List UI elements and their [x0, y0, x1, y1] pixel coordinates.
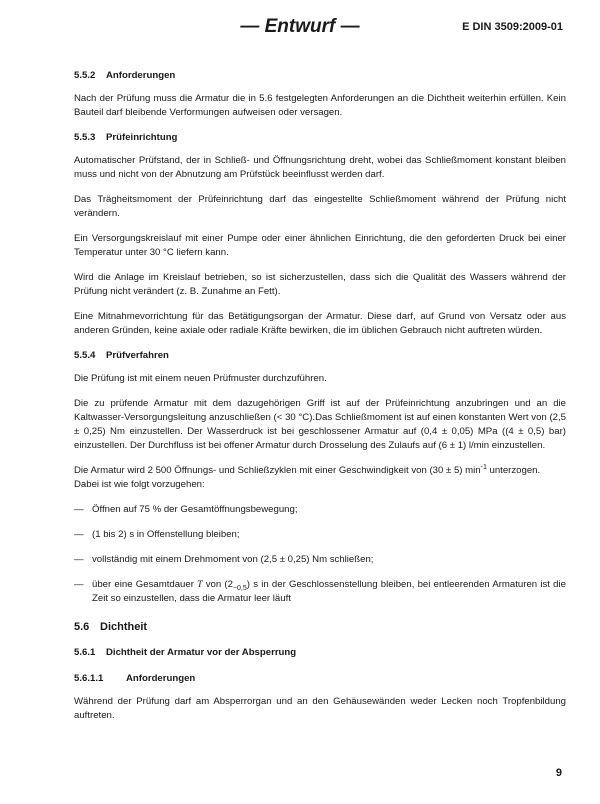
paragraph: Wird die Anlage im Kreislauf betrieben, so ist sicherzustellen, dass sich die Qualität des Wassers während der Prüfung nicht verändert (z. B. Zunahme an Fett).: [74, 272, 566, 297]
paragraph: Eine Mitnahmevorrichtung für das Betätigungsorgan der Armatur. Diese darf, auf Grund von Versatz oder aus anderen Gründen, keine axiale oder radiale Kräfte bewirken, die im üblichen Gebrauch nicht auftreten würden.: [74, 311, 566, 336]
page-content: [74, 69, 566, 734]
heading-5-6-1: 5.6.1 Dichtheit der Armatur vor der Absperrung: [74, 647, 297, 658]
heading-5-6-1-1: 5.6.1.1 Anforderungen: [74, 673, 196, 684]
paragraph: Automatischer Prüfstand, der in Schließ- und Öffnungsrichtung dreht, wobei das Schließmoment konstant bleiben muss und nicht von der Abnutzung am Prüfstück beeinflusst werden darf.: [74, 155, 566, 180]
paragraph: Nach der Prüfung muss die Armatur die in 5.6 festgelegten Anforderungen an die Dichtheit weiterhin erfüllen. Kein Bauteil darf bleibende Verformungen aufweisen oder versagen.: [74, 93, 566, 118]
heading-5-5-2: 5.5.2 Anforderungen: [74, 70, 176, 81]
list-item: — Öffnen auf 75 % der Gesamtöffnungsbewegung;: [74, 504, 298, 515]
heading-5-6: 5.6 Dichtheit: [74, 621, 148, 633]
heading-5-5-4: 5.5.4 Prüfverfahren: [74, 350, 169, 361]
paragraph: Während der Prüfung darf am Absperrorgan und an den Gehäusewänden weder Lecken noch Tropfenbildung auftreten.: [74, 696, 566, 721]
list-item: — (1 bis 2) s in Offenstellung bleiben;: [74, 529, 240, 540]
paragraph: Ein Versorgungskreislauf mit einer Pumpe oder einer ähnlichen Einrichtung, die den geforderten Druck bei einer Temperatur unter 30 °C liefern kann.: [74, 233, 566, 258]
list-item: — vollständig mit einem Drehmoment von (2,5 ± 0,25) Nm schließen;: [74, 554, 374, 565]
page-number: 9: [555, 767, 562, 779]
list-item: — über eine Gesamtdauer T von $(2_{-0,5})$ s in der Geschlossenstellung bleiben, bei entleerenden Armaturen ist die Zeit so einzustellen, dass die Armatur leer läuft: [74, 579, 566, 604]
paragraph: Die zu prüfende Armatur mit dem dazugehörigen Griff ist auf der Prüfeinrichtung anzubringen und an die Kaltwasser-Versorgungsleitung anzuschließen (< 30 °C).Das Schließmoment ist auf einen konstanten Wert von (2,5 ± 0,25) Nm einzustellen. Der Wasserdruck ist bei geschlossener Armatur auf (0,4 ± 0,05) MPa ((4 ± 0,5) bar) einzustellen. Der Durchfluss ist bei offener Armatur durch Drosselung des Zulaufs auf (6 ± 1) l/min einzustellen.: [74, 398, 566, 451]
paragraph: Die Armatur wird 2 500 Öffnungs- und Schließzyklen mit einer Geschwindigkeit von (30 ± 5) $\min^{-1}$ unterzogen. Dabei ist wie folgt vorzugehen:: [74, 463, 541, 490]
document-id: E DIN 3509:2009-01: [462, 21, 563, 33]
heading-5-5-3: 5.5.3 Prüfeinrichtung: [74, 132, 178, 143]
draft-title: — Entwurf —: [240, 16, 360, 37]
paragraph: Die Prüfung ist mit einem neuen Prüfmuster durchzuführen.: [74, 373, 327, 384]
paragraph: Das Trägheitsmoment der Prüfeinrichtung darf das eingestellte Schließmoment während der Prüfung nicht verändern.: [74, 194, 566, 219]
